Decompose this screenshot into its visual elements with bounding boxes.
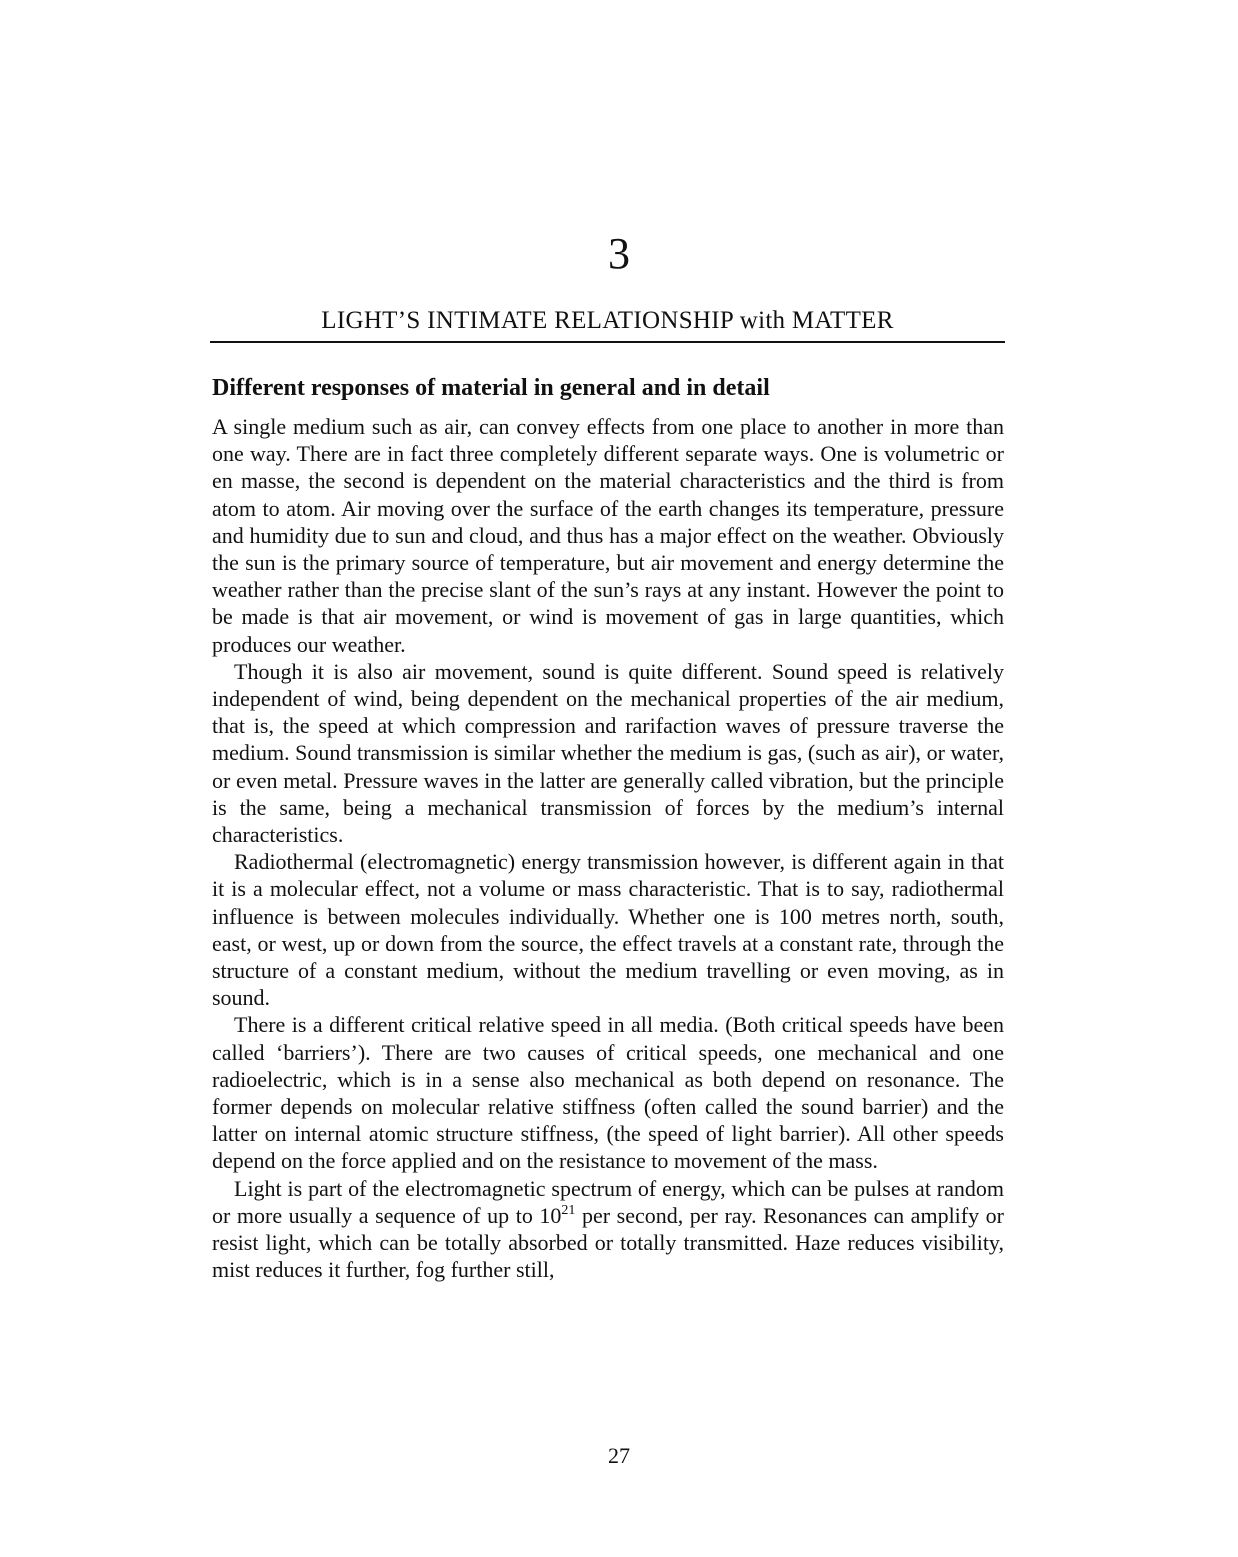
- paragraph-5-text-b: per second, per ray. Resonances can amplify or resist light, which can be totally absorbed or totally transmitted. Haze reduces visibility, mist reduces it further, fog further still,: [212, 1202, 1005, 1283]
- paragraph-1: A single medium such as air, can convey effects from one place to another in more than one way. There are in fact three completely different separate ways. One is volumetric or en masse, the second is dependent on the material characteristics and the third is from atom to atom. Air moving over the surface of the earth changes its temperature, pressure and humidity due to sun and cloud, and thus has a major effect on the weather. Obviously the sun is the primary source of temperature, but air movement and energy determine the weather rather than the precise slant of the sun’s rays at any instant. However the point to be made is that air movement, or wind is movement of gas in large quantities, which produces our weather.: [212, 414, 1004, 657]
- paragraph-5: [212, 1175, 1004, 1284]
- body-text: [212, 413, 1004, 1284]
- paragraph-5-exponent: 21: [561, 1202, 576, 1218]
- section-heading: Different responses of material in general and in detail: [212, 375, 770, 401]
- paragraph-3: Radiothermal (electromagnetic) energy transmission however, is different again in that it is a molecular effect, not a volume or mass characteristic. That is to say, radiothermal influence is between molecules individually. Whether one is 100 metres north, south, east, or west, up or down from the source, the effect travels at a constant rate, through the structure of a constant medium, without the medium travelling or even moving, as in sound.: [212, 849, 1004, 1011]
- paragraph-2: Though it is also air movement, sound is quite different. Sound speed is relatively independent of wind, being dependent on the mechanical properties of the air medium, that is, the speed at which compression and rarifaction waves of pressure traverse the medium. Sound transmission is similar whether the medium is gas, (such as air), or water, or even metal. Pressure waves in the latter are generally called vibration, but the principle is the same, being a mechanical transmission of forces by the medium’s internal characteristics.: [212, 658, 1004, 848]
- chapter-title-rule: [210, 341, 1005, 343]
- paragraph-4: There is a different critical relative speed in all media. (Both critical speeds have been called ‘barriers’). There are two causes of critical speeds, one mechanical and one radioelectric, which is in a sense also mechanical as both depend on resonance. The former depends on molecular relative stiffness (often called the sound barrier) and the latter on internal atomic structure stiffness, (the speed of light barrier). All other speeds depend on the force applied and on the resistance to movement of the mass.: [212, 1012, 1004, 1174]
- paragraph-5-text-a: Light is part of the electromagnetic spectrum of energy, which can be pulses at random or more usually a sequence of up to 10: [212, 1175, 1004, 1228]
- chapter-number: 3: [608, 229, 630, 278]
- page-number: 27: [608, 1443, 630, 1468]
- chapter-title: LIGHT’S INTIMATE RELATIONSHIP with MATTER: [321, 307, 894, 334]
